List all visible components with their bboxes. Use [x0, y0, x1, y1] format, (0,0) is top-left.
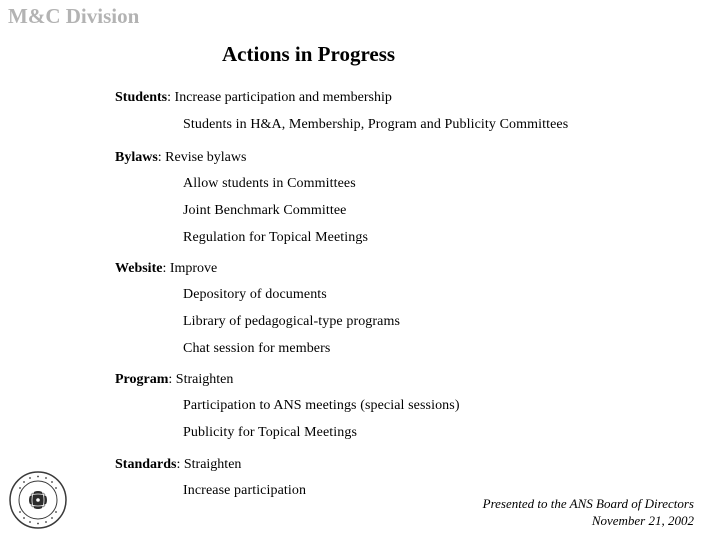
page-title: Actions in Progress [222, 42, 396, 66]
list-item: Students in H&A, Membership, Program and Publicity Committees [183, 117, 569, 132]
section-text: : Straighten [168, 372, 234, 387]
section-text: : Increase participation and membership [167, 90, 392, 105]
section-text: : Revise bylaws [157, 150, 247, 165]
footer-line: Presented to the ANS Board of Directors [482, 496, 694, 511]
section-label: Bylaws [115, 150, 158, 165]
section-standards [115, 457, 241, 473]
section-label: Standards [115, 457, 177, 472]
presentation-footer [483, 495, 694, 529]
section-website [115, 261, 217, 277]
section-text: : Improve [162, 261, 218, 276]
list-item: Publicity for Topical Meetings [183, 425, 358, 440]
list-item: Regulation for Topical Meetings [183, 230, 368, 245]
section-label: Students [115, 90, 168, 105]
footer-date: November 21, 2002 [591, 513, 694, 528]
list-item: Depository of documents [183, 287, 327, 302]
list-item: Chat session for members [183, 341, 331, 356]
section-label: Program [115, 372, 169, 387]
section-label: Website [115, 261, 163, 276]
list-item: Increase participation [183, 483, 307, 498]
section-students [115, 90, 392, 106]
section-program [115, 372, 233, 388]
list-item: Participation to ANS meetings (special sessions) [183, 398, 460, 413]
section-bylaws [115, 150, 246, 166]
division-header: M&C Division [8, 4, 140, 28]
list-item: Allow students in Committees [183, 176, 356, 191]
section-text: : Straighten [176, 457, 242, 472]
list-item: Library of pedagogical-type programs [183, 314, 401, 329]
list-item: Joint Benchmark Committee [183, 203, 347, 218]
ans-society-seal-icon [8, 470, 68, 530]
